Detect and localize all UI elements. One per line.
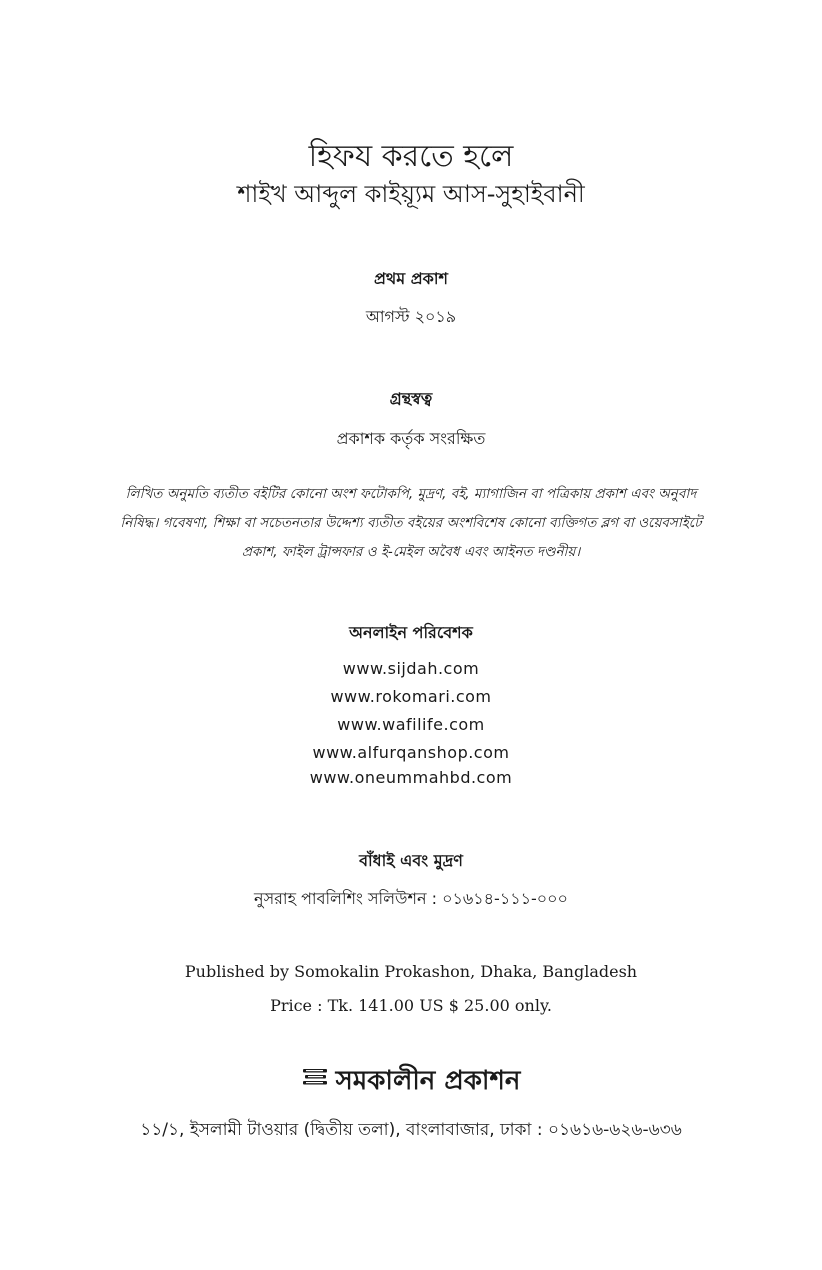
distributor-link[interactable]: www.sijdah.com xyxy=(342,659,480,678)
copyright-notice xyxy=(110,480,712,567)
distributor-link[interactable]: www.oneummahbd.com xyxy=(309,768,513,787)
copyright-holder: প্রকাশক কর্তৃক সংরক্ষিত xyxy=(336,429,486,448)
binding-printing-detail: নুসরাহ পাবলিশিং সলিউশন : ০১৬১৪-১১১-০০০ xyxy=(254,889,568,908)
first-edition-label: প্রথম প্রকাশ xyxy=(373,269,448,288)
copyright-label: গ্রন্থস্বত্ব xyxy=(389,389,433,408)
distributor-link[interactable]: www.alfurqanshop.com xyxy=(312,743,510,762)
notice-line: প্রকাশ, ফাইল ট্রান্সফার ও ই-মেইল অবৈধ এবং আইনত দণ্ডনীয়। xyxy=(241,544,581,560)
distributor-link[interactable]: www.wafilife.com xyxy=(337,715,485,734)
published-by: Published by Somokalin Prokashon, Dhaka, Bangladesh xyxy=(184,962,638,981)
first-edition-date: আগস্ট ২০১৯ xyxy=(365,307,457,326)
online-distributors-label: অনলাইন পরিবেশক xyxy=(349,623,473,642)
book-title: হিফয করতে হলে xyxy=(308,139,514,174)
notice-line: নিষিদ্ধ। গবেষণা, শিক্ষা বা সচেতনতার উদ্দেশ্য ব্যতীত বইয়ের অংশবিশেষ কোনো ব্যক্তিগত ব্লগ বা ওয়েবসাইটে xyxy=(120,515,702,531)
stacked-books-icon xyxy=(302,1064,328,1094)
binding-printing-label: বাঁধাই এবং মুদ্রণ xyxy=(359,851,463,870)
book-author: শাইখ আব্দুল কাইয়্যূম আস-সুহাইবানী xyxy=(237,180,585,208)
publisher-brand xyxy=(0,1060,822,1104)
distributor-link[interactable]: www.rokomari.com xyxy=(330,687,492,706)
notice-line: লিখিত অনুমতি ব্যতীত বইটির কোনো অংশ ফটোকপি, মুদ্রণ, বই, ম্যাগাজিন বা পত্রিকায় প্রকাশ এবং অনুবাদ xyxy=(125,486,697,502)
publisher-address: ১১/১, ইসলামী টাওয়ার (দ্বিতীয় তলা), বাংলাবাজার, ঢাকা : ০১৬১৬-৬২৬-৬৩৬ xyxy=(140,1120,682,1140)
price: Price : Tk. 141.00 US $ 25.00 only. xyxy=(270,996,552,1015)
publisher-name: সমকালীন প্রকাশন xyxy=(335,1066,521,1096)
